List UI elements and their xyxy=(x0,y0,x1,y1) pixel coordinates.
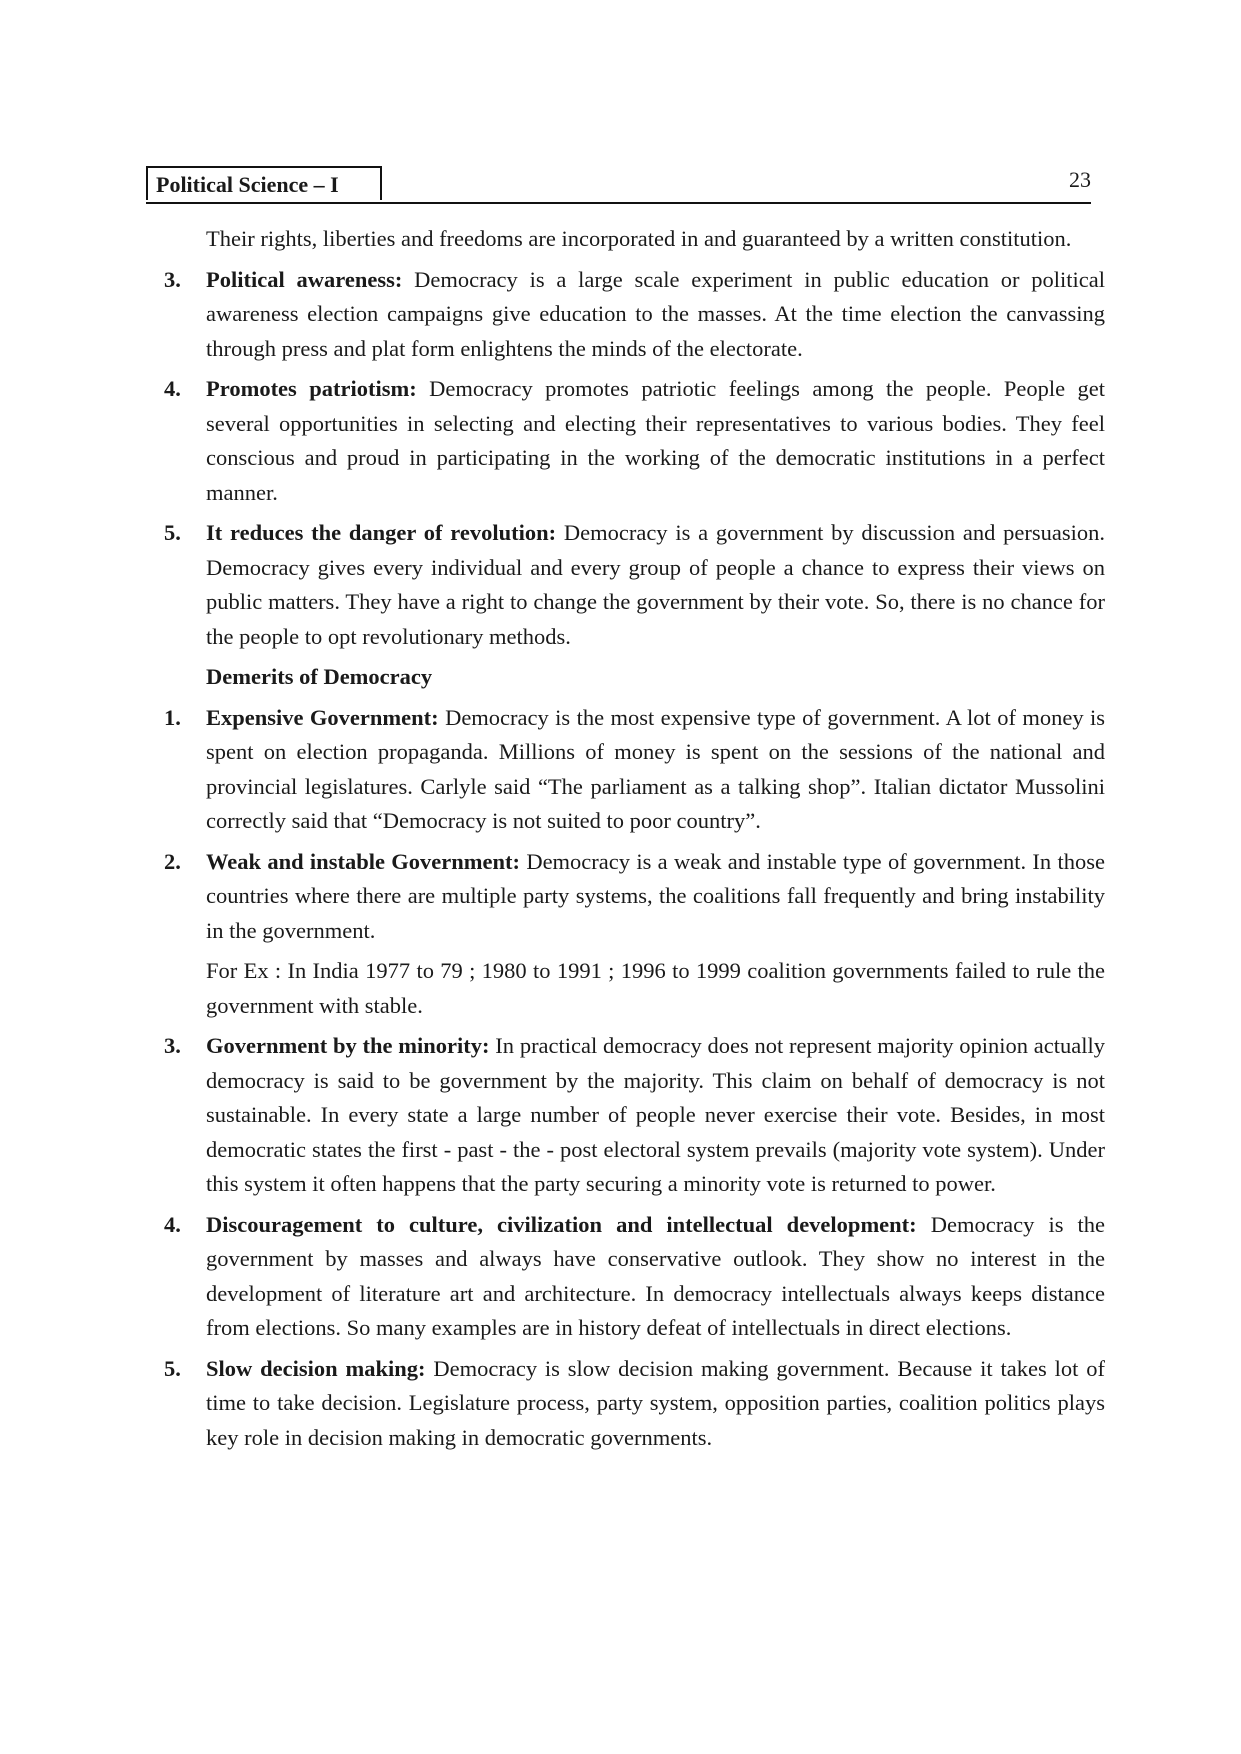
item-number: 3. xyxy=(164,1033,181,1058)
list-item xyxy=(146,516,1105,654)
item-text: Democracy promotes patriotic feelings among the people. People get several opportunities in selecting and electing their representatives to various bodies. They feel conscious and proud in participating in the working of the democratic institutions in a perfect manner. xyxy=(206,376,1105,505)
page-number: 23 xyxy=(1069,167,1091,192)
item-lead: Political awareness: xyxy=(206,266,403,292)
list-item xyxy=(146,845,1105,949)
item-text: Democracy is a government by discussion and persuasion. Democracy gives every individual and every group of people a chance to express their views on public matters. They have a right to change the government by their vote. So, there is no chance for the people to opt revolutionary methods. xyxy=(206,520,1106,649)
section-heading: Demerits of Democracy xyxy=(206,664,433,689)
example-note: For Ex : In India 1977 to 79 ; 1980 to 1991 ; 1996 to 1999 coalition governments failed to rule the government with stable. xyxy=(206,958,1105,1018)
page-header xyxy=(146,166,1091,204)
item-number: 5. xyxy=(164,520,181,545)
item-text: In practical democracy does not represent majority opinion actually democracy is said to be government by the majority. This claim on behalf of democracy is not sustainable. In every state a large number of people never exercise their vote. Besides, in most democratic states the first - past - the - post electoral system prevails (majority vote system). Under this system it often happens that the party securing a minority vote is returned to power. xyxy=(206,1033,1105,1196)
list-item xyxy=(146,1208,1105,1346)
item-lead: Weak and instable Government: xyxy=(206,848,520,874)
item-lead: Government by the minority: xyxy=(206,1033,490,1058)
item-text: Democracy is a weak and instable type of government. In those countries where there are multiple party systems, the coalitions fall frequently and bring instability in the government. xyxy=(206,848,1105,943)
item-lead: Expensive Government: xyxy=(206,704,439,730)
item-number: 1. xyxy=(164,704,181,730)
item-text: Democracy is the government by masses and always have conservative outlook. They show no interest in the development of literature art and architecture. In democracy intellectuals always keeps distance from elections. So many examples are in history defeat of intellectuals in direct elections. xyxy=(206,1211,1106,1340)
list-item xyxy=(146,372,1105,510)
list-item xyxy=(146,701,1105,839)
list-item xyxy=(146,263,1105,367)
item-number: 5. xyxy=(164,1355,181,1381)
list-item xyxy=(146,1029,1105,1202)
continued-paragraph: Their rights, liberties and freedoms are incorporated in and guaranteed by a written constitution. xyxy=(206,226,1072,251)
list-item xyxy=(146,1352,1105,1456)
item-number: 4. xyxy=(164,1211,181,1237)
item-lead: Discouragement to culture, civilization and intellectual development: xyxy=(206,1211,917,1237)
running-title: Political Science – I xyxy=(146,166,382,200)
item-text: Democracy is slow decision making government. Because it takes lot of time to take decision. Legislature process, party system, opposition parties, coalition politics plays key role in decision making in democratic governments. xyxy=(206,1355,1105,1450)
item-lead: Promotes patriotism: xyxy=(206,376,417,401)
item-lead: Slow decision making: xyxy=(206,1355,426,1381)
item-number: 2. xyxy=(164,848,181,874)
item-number: 3. xyxy=(164,266,181,292)
item-text: Democracy is a large scale experiment in public education or political awareness election campaigns give education to the masses. At the time election the canvassing through press and plat form enlightens the minds of the electorate. xyxy=(206,266,1105,361)
item-lead: It reduces the danger of revolution: xyxy=(206,520,557,545)
page-body xyxy=(146,222,1105,1461)
item-text: Democracy is the most expensive type of government. A lot of money is spent on election propaganda. Millions of money is spent on the sessions of the national and provincial legislatures. Carlyle said “The parliament as a talking shop”. Italian dictator Mussolini correctly said that “Democracy is not suited to poor country”. xyxy=(206,704,1105,833)
item-number: 4. xyxy=(164,376,181,401)
